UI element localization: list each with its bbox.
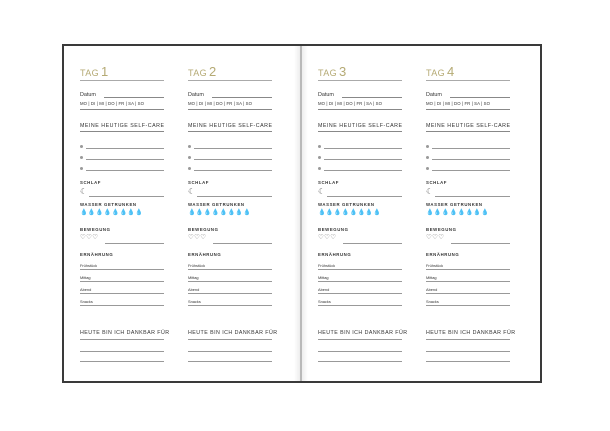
meal-entry-line[interactable] [80, 293, 164, 294]
meal-label: Mittag [188, 275, 199, 280]
date-field-line[interactable] [104, 97, 164, 98]
bullet-dot [188, 145, 191, 148]
meal-label: Frühstück [80, 263, 98, 268]
day-heading [318, 64, 346, 80]
gratitude-entry-line[interactable] [188, 351, 272, 352]
heading-divider [426, 80, 510, 81]
water-heading: WASSER GETRUNKEN [318, 202, 375, 207]
moon-icon: ☾ [426, 187, 434, 196]
day-heading-word: TAG [318, 68, 338, 78]
gratitude-entry-line[interactable] [318, 351, 402, 352]
right-page [302, 46, 540, 381]
meal-label: Abend [188, 287, 200, 292]
bullet-dot [188, 156, 191, 159]
bullet-dot [188, 167, 191, 170]
meal-entry-line[interactable] [426, 293, 510, 294]
sleep-entry-line[interactable] [435, 196, 510, 197]
gratitude-heading: HEUTE BIN ICH DANKBAR FÜR [188, 330, 278, 336]
gratitude-entry-line[interactable] [188, 361, 272, 362]
gratitude-entry-line[interactable] [80, 351, 164, 352]
movement-heading: BEWEGUNG [318, 227, 349, 232]
selfcare-entry-line[interactable] [432, 159, 510, 160]
bullet-dot [318, 156, 321, 159]
meal-entry-line[interactable] [188, 281, 272, 282]
date-label: Datum [318, 92, 334, 98]
heart-rating-icons[interactable]: ♡♡♡ [318, 234, 337, 241]
spine-shadow [302, 46, 308, 381]
meal-label: Snacks [426, 299, 439, 304]
water-drops-icons[interactable]: 💧💧💧💧💧💧💧💧 [426, 209, 490, 216]
bullet-dot [80, 167, 83, 170]
gratitude-entry-line[interactable] [80, 361, 164, 362]
selfcare-entry-line[interactable] [194, 170, 272, 171]
divider [80, 109, 164, 110]
selfcare-entry-line[interactable] [86, 159, 164, 160]
selfcare-entry-line[interactable] [324, 148, 402, 149]
meal-label: Frühstück [318, 263, 336, 268]
left-page [64, 46, 300, 381]
weekday-selector[interactable]: MO | DI | MI | DO | FR | SA | SO [318, 101, 383, 106]
date-label: Datum [426, 92, 442, 98]
heading-divider [318, 80, 402, 81]
day-column [188, 60, 278, 370]
nutrition-heading: ERNÄHRUNG [188, 252, 222, 257]
divider [318, 339, 402, 340]
divider [80, 339, 164, 340]
selfcare-heading: MEINE HEUTIGE SELF-CARE [426, 123, 511, 129]
water-heading: WASSER GETRUNKEN [80, 202, 137, 207]
water-drops-icons[interactable]: 💧💧💧💧💧💧💧💧 [80, 209, 144, 216]
meal-entry-line[interactable] [426, 269, 510, 270]
gratitude-entry-line[interactable] [318, 361, 402, 362]
meal-label: Snacks [188, 299, 201, 304]
bullet-dot [426, 145, 429, 148]
day-heading-word: TAG [80, 68, 100, 78]
meal-label: Mittag [80, 275, 91, 280]
sleep-heading: SCHLAF [318, 180, 340, 185]
weekday-selector[interactable]: MO | DI | MI | DO | FR | SA | SO [426, 101, 491, 106]
moon-icon: ☾ [188, 187, 196, 196]
selfcare-entry-line[interactable] [324, 159, 402, 160]
divider [318, 109, 402, 110]
day-heading-word: TAG [188, 68, 208, 78]
planner-book [62, 44, 542, 383]
meal-label: Snacks [318, 299, 331, 304]
meal-entry-line[interactable] [426, 281, 510, 282]
movement-entry-line[interactable] [105, 243, 164, 244]
divider [426, 109, 510, 110]
movement-heading: BEWEGUNG [426, 227, 457, 232]
sleep-entry-line[interactable] [89, 196, 164, 197]
day-heading [188, 64, 216, 80]
day-heading-number: 2 [209, 64, 217, 79]
selfcare-heading: MEINE HEUTIGE SELF-CARE [188, 123, 273, 129]
moon-icon: ☾ [318, 187, 326, 196]
divider [426, 131, 510, 132]
gratitude-entry-line[interactable] [426, 361, 510, 362]
selfcare-entry-line[interactable] [86, 148, 164, 149]
bullet-dot [426, 167, 429, 170]
meal-label: Frühstück [188, 263, 206, 268]
sleep-heading: SCHLAF [80, 180, 102, 185]
weekday-selector[interactable]: MO | DI | MI | DO | FR | SA | SO [188, 101, 253, 106]
meal-entry-line[interactable] [80, 305, 164, 306]
meal-label: Mittag [426, 275, 437, 280]
water-drops-icons[interactable]: 💧💧💧💧💧💧💧💧 [318, 209, 382, 216]
meal-entry-line[interactable] [318, 305, 402, 306]
movement-entry-line[interactable] [451, 243, 510, 244]
meal-entry-line[interactable] [318, 293, 402, 294]
meal-entry-line[interactable] [318, 281, 402, 282]
divider [188, 131, 272, 132]
selfcare-heading: MEINE HEUTIGE SELF-CARE [318, 123, 403, 129]
meal-entry-line[interactable] [188, 293, 272, 294]
selfcare-entry-line[interactable] [432, 170, 510, 171]
bullet-dot [80, 145, 83, 148]
day-heading-number: 3 [339, 64, 347, 79]
weekday-selector[interactable]: MO | DI | MI | DO | FR | SA | SO [80, 101, 145, 106]
day-column [80, 60, 170, 370]
selfcare-entry-line[interactable] [194, 159, 272, 160]
movement-entry-line[interactable] [343, 243, 402, 244]
selfcare-entry-line[interactable] [324, 170, 402, 171]
meal-label: Abend [426, 287, 438, 292]
sleep-heading: SCHLAF [188, 180, 210, 185]
day-column [426, 60, 516, 370]
water-heading: WASSER GETRUNKEN [426, 202, 483, 207]
day-heading-word: TAG [426, 68, 446, 78]
meal-label: Mittag [318, 275, 329, 280]
divider [80, 131, 164, 132]
meal-label: Frühstück [426, 263, 444, 268]
meal-entry-line[interactable] [80, 281, 164, 282]
heart-rating-icons[interactable]: ♡♡♡ [80, 234, 99, 241]
day-heading-number: 1 [101, 64, 109, 79]
selfcare-entry-line[interactable] [432, 148, 510, 149]
heading-divider [188, 80, 272, 81]
date-label: Datum [80, 92, 96, 98]
day-heading-number: 4 [447, 64, 455, 79]
date-field-line[interactable] [212, 97, 272, 98]
moon-icon: ☾ [80, 187, 88, 196]
meal-entry-line[interactable] [188, 269, 272, 270]
bullet-dot [318, 167, 321, 170]
divider [426, 339, 510, 340]
selfcare-entry-line[interactable] [194, 148, 272, 149]
day-heading [80, 64, 108, 80]
date-label: Datum [188, 92, 204, 98]
bullet-dot [318, 145, 321, 148]
nutrition-heading: ERNÄHRUNG [318, 252, 352, 257]
heart-rating-icons[interactable]: ♡♡♡ [188, 234, 207, 241]
meal-label: Abend [318, 287, 330, 292]
sleep-heading: SCHLAF [426, 180, 448, 185]
gratitude-heading: HEUTE BIN ICH DANKBAR FÜR [318, 330, 408, 336]
selfcare-heading: MEINE HEUTIGE SELF-CARE [80, 123, 165, 129]
water-drops-icons[interactable]: 💧💧💧💧💧💧💧💧 [188, 209, 252, 216]
meal-entry-line[interactable] [426, 305, 510, 306]
nutrition-heading: ERNÄHRUNG [426, 252, 460, 257]
meal-label: Abend [80, 287, 92, 292]
heading-divider [80, 80, 164, 81]
water-heading: WASSER GETRUNKEN [188, 202, 245, 207]
nutrition-heading: ERNÄHRUNG [80, 252, 114, 257]
divider [188, 339, 272, 340]
divider [318, 131, 402, 132]
gratitude-entry-line[interactable] [426, 351, 510, 352]
selfcare-entry-line[interactable] [86, 170, 164, 171]
sleep-entry-line[interactable] [327, 196, 402, 197]
bullet-dot [426, 156, 429, 159]
sleep-entry-line[interactable] [197, 196, 272, 197]
bullet-dot [80, 156, 83, 159]
divider [188, 109, 272, 110]
movement-heading: BEWEGUNG [80, 227, 111, 232]
movement-entry-line[interactable] [213, 243, 272, 244]
meal-entry-line[interactable] [188, 305, 272, 306]
day-heading [426, 64, 454, 80]
day-column [318, 60, 408, 370]
movement-heading: BEWEGUNG [188, 227, 219, 232]
gratitude-heading: HEUTE BIN ICH DANKBAR FÜR [80, 330, 170, 336]
heart-rating-icons[interactable]: ♡♡♡ [426, 234, 445, 241]
date-field-line[interactable] [342, 97, 402, 98]
date-field-line[interactable] [450, 97, 510, 98]
meal-entry-line[interactable] [318, 269, 402, 270]
gratitude-heading: HEUTE BIN ICH DANKBAR FÜR [426, 330, 516, 336]
meal-entry-line[interactable] [80, 269, 164, 270]
meal-label: Snacks [80, 299, 93, 304]
